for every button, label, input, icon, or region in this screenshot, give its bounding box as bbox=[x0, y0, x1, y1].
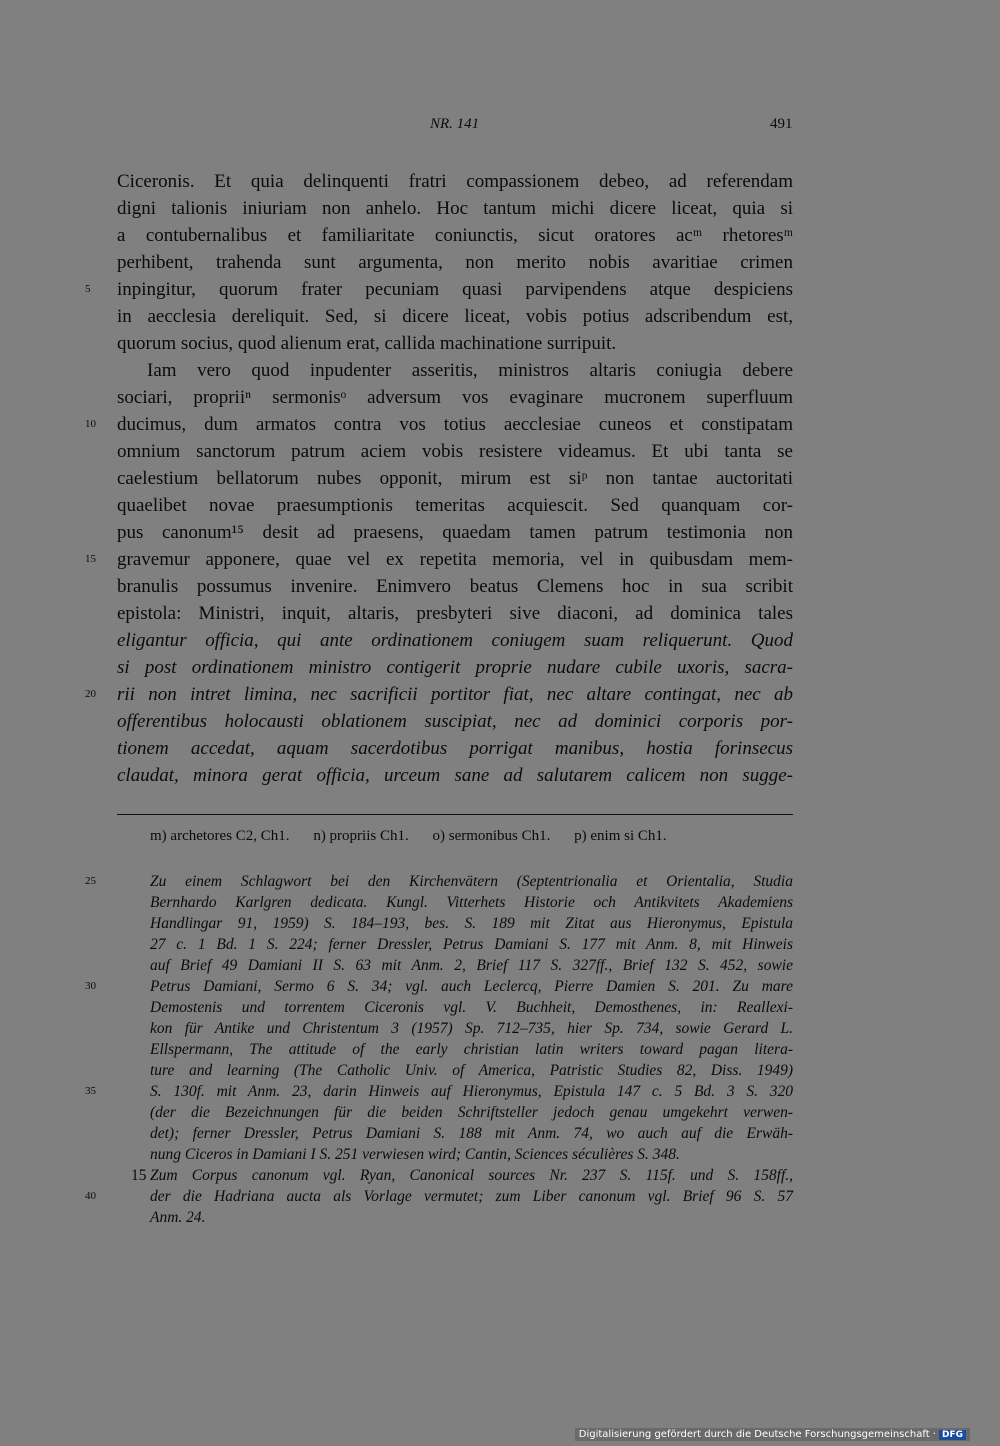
apparatus-entry: m) archetores C2, Ch1. bbox=[150, 828, 290, 844]
text-line: claudat, minora gerat officia, urceum sane ad salutarem calicem non sugge- bbox=[117, 765, 793, 786]
note-line: nung Ciceros in Damiani I S. 251 verwiesen wird; Cantin, Sciences séculières S. 348. bbox=[150, 1146, 680, 1163]
text-line: Ciceronis. Et quia delinquenti fratri compassionem debeo, ad referendam bbox=[117, 171, 793, 192]
apparatus-entry: n) propriis Ch1. bbox=[313, 828, 409, 844]
line-number: 25 bbox=[85, 875, 96, 887]
line-number: 30 bbox=[85, 980, 96, 992]
text-line: quaelibet novae praesumptionis temeritas acquiescit. Sed quanquam cor- bbox=[117, 495, 793, 516]
text-line: Iam vero quod inpudenter asseritis, ministros altaris coniugia debere bbox=[147, 360, 793, 381]
line-number: 35 bbox=[85, 1085, 96, 1097]
note-line: Handlingar 91, 1959) S. 184–193, bes. S. 189 mit Zitat aus Hieronymus, Epistula bbox=[150, 915, 793, 932]
text-line: eligantur officia, qui ante ordinationem coniugem suam reliquerunt. Quod bbox=[117, 630, 793, 651]
text-line: tionem accedat, aquam sacerdotibus porrigat manibus, hostia forinsecus bbox=[117, 738, 793, 759]
note-line: Zum Corpus canonum vgl. Ryan, Canonical sources Nr. 237 S. 115f. und S. 158ff., bbox=[150, 1167, 793, 1184]
text-line: digni talionis iniuriam non anhelo. Hoc tantum michi dicere liceat, quia si bbox=[117, 198, 793, 219]
line-number: 20 bbox=[85, 688, 96, 700]
note-line: Demostenis und torrentem Ciceronis vgl. V. Buchheit, Demosthenes, in: Reallexi- bbox=[150, 999, 793, 1016]
note-line: Zu einem Schlagwort bei den Kirchenvätern (Septentrionalia et Orientalia, Studia bbox=[150, 873, 793, 890]
note-line: der die Hadriana aucta als Vorlage vermutet; zum Liber canonum vgl. Brief 96 S. 57 bbox=[150, 1188, 793, 1205]
line-number: 40 bbox=[85, 1190, 96, 1202]
note-line: 27 c. 1 Bd. 1 S. 224; ferner Dressler, Petrus Damiani S. 177 mit Anm. 8, mit Hinweis bbox=[150, 936, 793, 953]
text-line: gravemur apponere, quae vel ex repetita memoria, vel in quibusdam mem- bbox=[117, 549, 793, 570]
text-line: offerentibus holocausti oblationem suscipiat, nec ad dominici corporis por- bbox=[117, 711, 793, 732]
text-line: perhibent, trahenda sunt argumenta, non merito nobis avaritiae crimen bbox=[117, 252, 793, 273]
note-line: Bernhardo Karlgren dedicata. Kungl. Vitterhets Historie och Antikvitets Akademiens bbox=[150, 894, 793, 911]
note-line: Ellspermann, The attitude of the early christian latin writers toward pagan litera- bbox=[150, 1041, 793, 1058]
text-line: omnium sanctorum patrum aciem vobis resistere videamus. Et ubi tanta se bbox=[117, 441, 793, 462]
text-line: quorum socius, quod alienum erat, callida machinatione surripuit. bbox=[117, 333, 617, 354]
footnote-divider bbox=[117, 814, 793, 815]
text-line: inpingitur, quorum frater pecuniam quasi parvipendens atque despiciens bbox=[117, 279, 793, 300]
digitization-credit bbox=[575, 1428, 970, 1441]
text-line: a contubernalibus et familiaritate coniunctis, sicut oratores acᵐ rhetoresᵐ bbox=[117, 225, 793, 246]
text-line: pus canonum¹⁵ desit ad praesens, quaedam tamen patrum testimonia non bbox=[117, 522, 793, 543]
text-line: caelestium bellatorum nubes opponit, mirum est siᵖ non tantae auctoritati bbox=[117, 468, 793, 489]
footnote-number: 15 bbox=[131, 1167, 147, 1184]
text-line: branulis possumus invenire. Enimvero beatus Clemens hoc in sua scribit bbox=[117, 576, 793, 597]
note-line: Petrus Damiani, Sermo 6 S. 34; vgl. auch Leclercq, Pierre Damien S. 201. Zu mare bbox=[150, 978, 793, 995]
note-line: det); ferner Dressler, Petrus Damiani S. 188 mit Anm. 74, wo auch auf die Erwäh- bbox=[150, 1125, 793, 1142]
text-line: ducimus, dum armatos contra vos totius aecclesiae cuneos et constipatam bbox=[117, 414, 793, 435]
note-line: ture and learning (The Catholic Univ. of America, Patristic Studies 82, Diss. 1949) bbox=[150, 1062, 793, 1079]
line-number: 15 bbox=[85, 553, 96, 565]
note-line: S. 130f. mit Anm. 23, darin Hinweis auf Hieronymus, Epistula 147 c. 5 Bd. 3 S. 320 bbox=[150, 1083, 793, 1100]
text-line: si post ordinationem ministro contigerit proprie nudare cubile uxoris, sacra- bbox=[117, 657, 793, 678]
text-line: rii non intret limina, nec sacrificii portitor fiat, nec altare contingat, nec ab bbox=[117, 684, 793, 705]
text-line: in aecclesia dereliquit. Sed, si dicere liceat, vobis potius adscribendum est, bbox=[117, 306, 793, 327]
apparatus-entry: p) enim si Ch1. bbox=[574, 828, 667, 844]
apparatus-entry: o) sermonibus Ch1. bbox=[432, 828, 551, 844]
page-header-title: NR. 141 bbox=[430, 116, 480, 132]
critical-apparatus bbox=[150, 828, 793, 845]
page-number: 491 bbox=[770, 116, 793, 132]
credit-text: Digitalisierung gefördert durch die Deutsche Forschungsgemeinschaft · bbox=[578, 1429, 936, 1440]
line-number: 5 bbox=[85, 283, 91, 295]
line-number: 10 bbox=[85, 418, 96, 430]
note-line: Anm. 24. bbox=[150, 1209, 206, 1226]
text-line: sociari, propriiⁿ sermonisᵒ adversum vos evaginare mucronem superfluum bbox=[117, 387, 793, 408]
running-head bbox=[0, 116, 1000, 140]
dfg-logo: DFG bbox=[939, 1430, 966, 1440]
note-line: (der die Bezeichnungen für die beiden Schriftsteller jedoch genau umgekehrt verwen- bbox=[150, 1104, 793, 1121]
text-line: epistola: Ministri, inquit, altaris, presbyteri sive diaconi, ad dominica tales bbox=[117, 603, 793, 624]
note-line: auf Brief 49 Damiani II S. 63 mit Anm. 2, Brief 117 S. 327ff., Brief 132 S. 452, sowie bbox=[150, 957, 793, 974]
note-line: kon für Antike und Christentum 3 (1957) Sp. 712–735, hier Sp. 734, sowie Gerard L. bbox=[150, 1020, 793, 1037]
